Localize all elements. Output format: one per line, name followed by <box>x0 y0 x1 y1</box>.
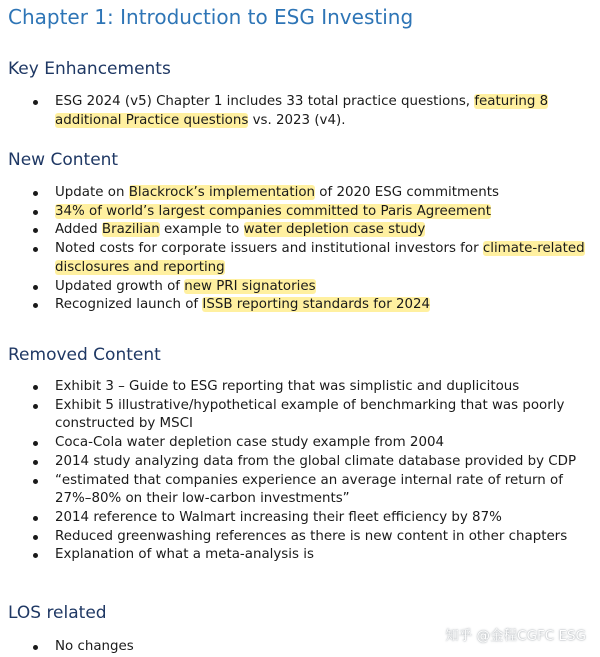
removed-content-heading: Removed Content <box>8 345 161 365</box>
highlighted-text: ISSB reporting standards for 2024 <box>202 297 431 313</box>
item-text: Recognized launch of <box>55 297 203 313</box>
list-item: No changes <box>0 638 600 657</box>
new-content-heading: New Content <box>8 150 119 170</box>
list-item: Coca-Cola water depletion case study example from 2004 <box>0 434 600 453</box>
highlighted-text: featuring 8 additional Practice questions <box>55 94 549 128</box>
item-text: Updated growth of <box>55 278 185 294</box>
list-item: Exhibit 3 – Guide to ESG reporting that was simplistic and duplicitous <box>0 378 600 397</box>
list-item: Reduced greenwashing references as there is new content in other chapters <box>0 528 600 547</box>
removed-content-list <box>0 378 600 565</box>
highlighted-text: water depletion case study <box>243 222 426 238</box>
key-enhancements-heading: Key Enhancements <box>8 59 171 79</box>
list-item <box>0 221 600 240</box>
item-text: Added <box>55 222 102 238</box>
list-item: Explanation of what a meta-analysis is <box>0 546 600 565</box>
list-item <box>0 93 600 130</box>
highlighted-text: new PRI signatories <box>184 278 316 294</box>
new-content-list <box>0 184 600 315</box>
list-item: 2014 study analyzing data from the global climate database provided by CDP <box>0 453 600 472</box>
list-item <box>0 240 600 277</box>
los-related-heading: LOS related <box>8 603 107 623</box>
highlighted-text: Brazilian <box>101 222 160 238</box>
key-enhancements-list <box>0 93 600 130</box>
item-text: ESG 2024 (v5) Chapter 1 includes 33 total practice questions, <box>55 94 475 109</box>
highlighted-text: climate-related disclosures and reporting <box>55 241 585 275</box>
item-text: of 2020 ESG commitments <box>315 185 500 200</box>
item-text: Update on <box>55 185 129 200</box>
list-item <box>0 296 600 315</box>
highlighted-text: Blackrock’s implementation <box>128 185 316 200</box>
list-item: 2014 reference to Walmart increasing their fleet efficiency by 87% <box>0 509 600 528</box>
list-item <box>0 184 600 203</box>
list-item: “estimated that companies experience an average internal rate of return of 27%–80% on their low-carbon investments” <box>0 472 600 509</box>
list-item <box>0 203 600 222</box>
item-text: Noted costs for corporate issuers and institutional investors for <box>55 241 483 257</box>
item-text: example to <box>159 222 244 238</box>
item-text: vs. 2023 (v4). <box>248 112 346 128</box>
watermark: 知乎 @金程CGFC ESG <box>445 628 586 644</box>
chapter-title: Chapter 1: Introduction to ESG Investing <box>8 5 414 29</box>
list-item <box>0 278 600 297</box>
list-item: Exhibit 5 illustrative/hypothetical example of benchmarking that was poorly constructed by MSCI <box>0 397 600 434</box>
highlighted-text: 34% of world’s largest companies committed to Paris Agreement <box>55 203 492 219</box>
